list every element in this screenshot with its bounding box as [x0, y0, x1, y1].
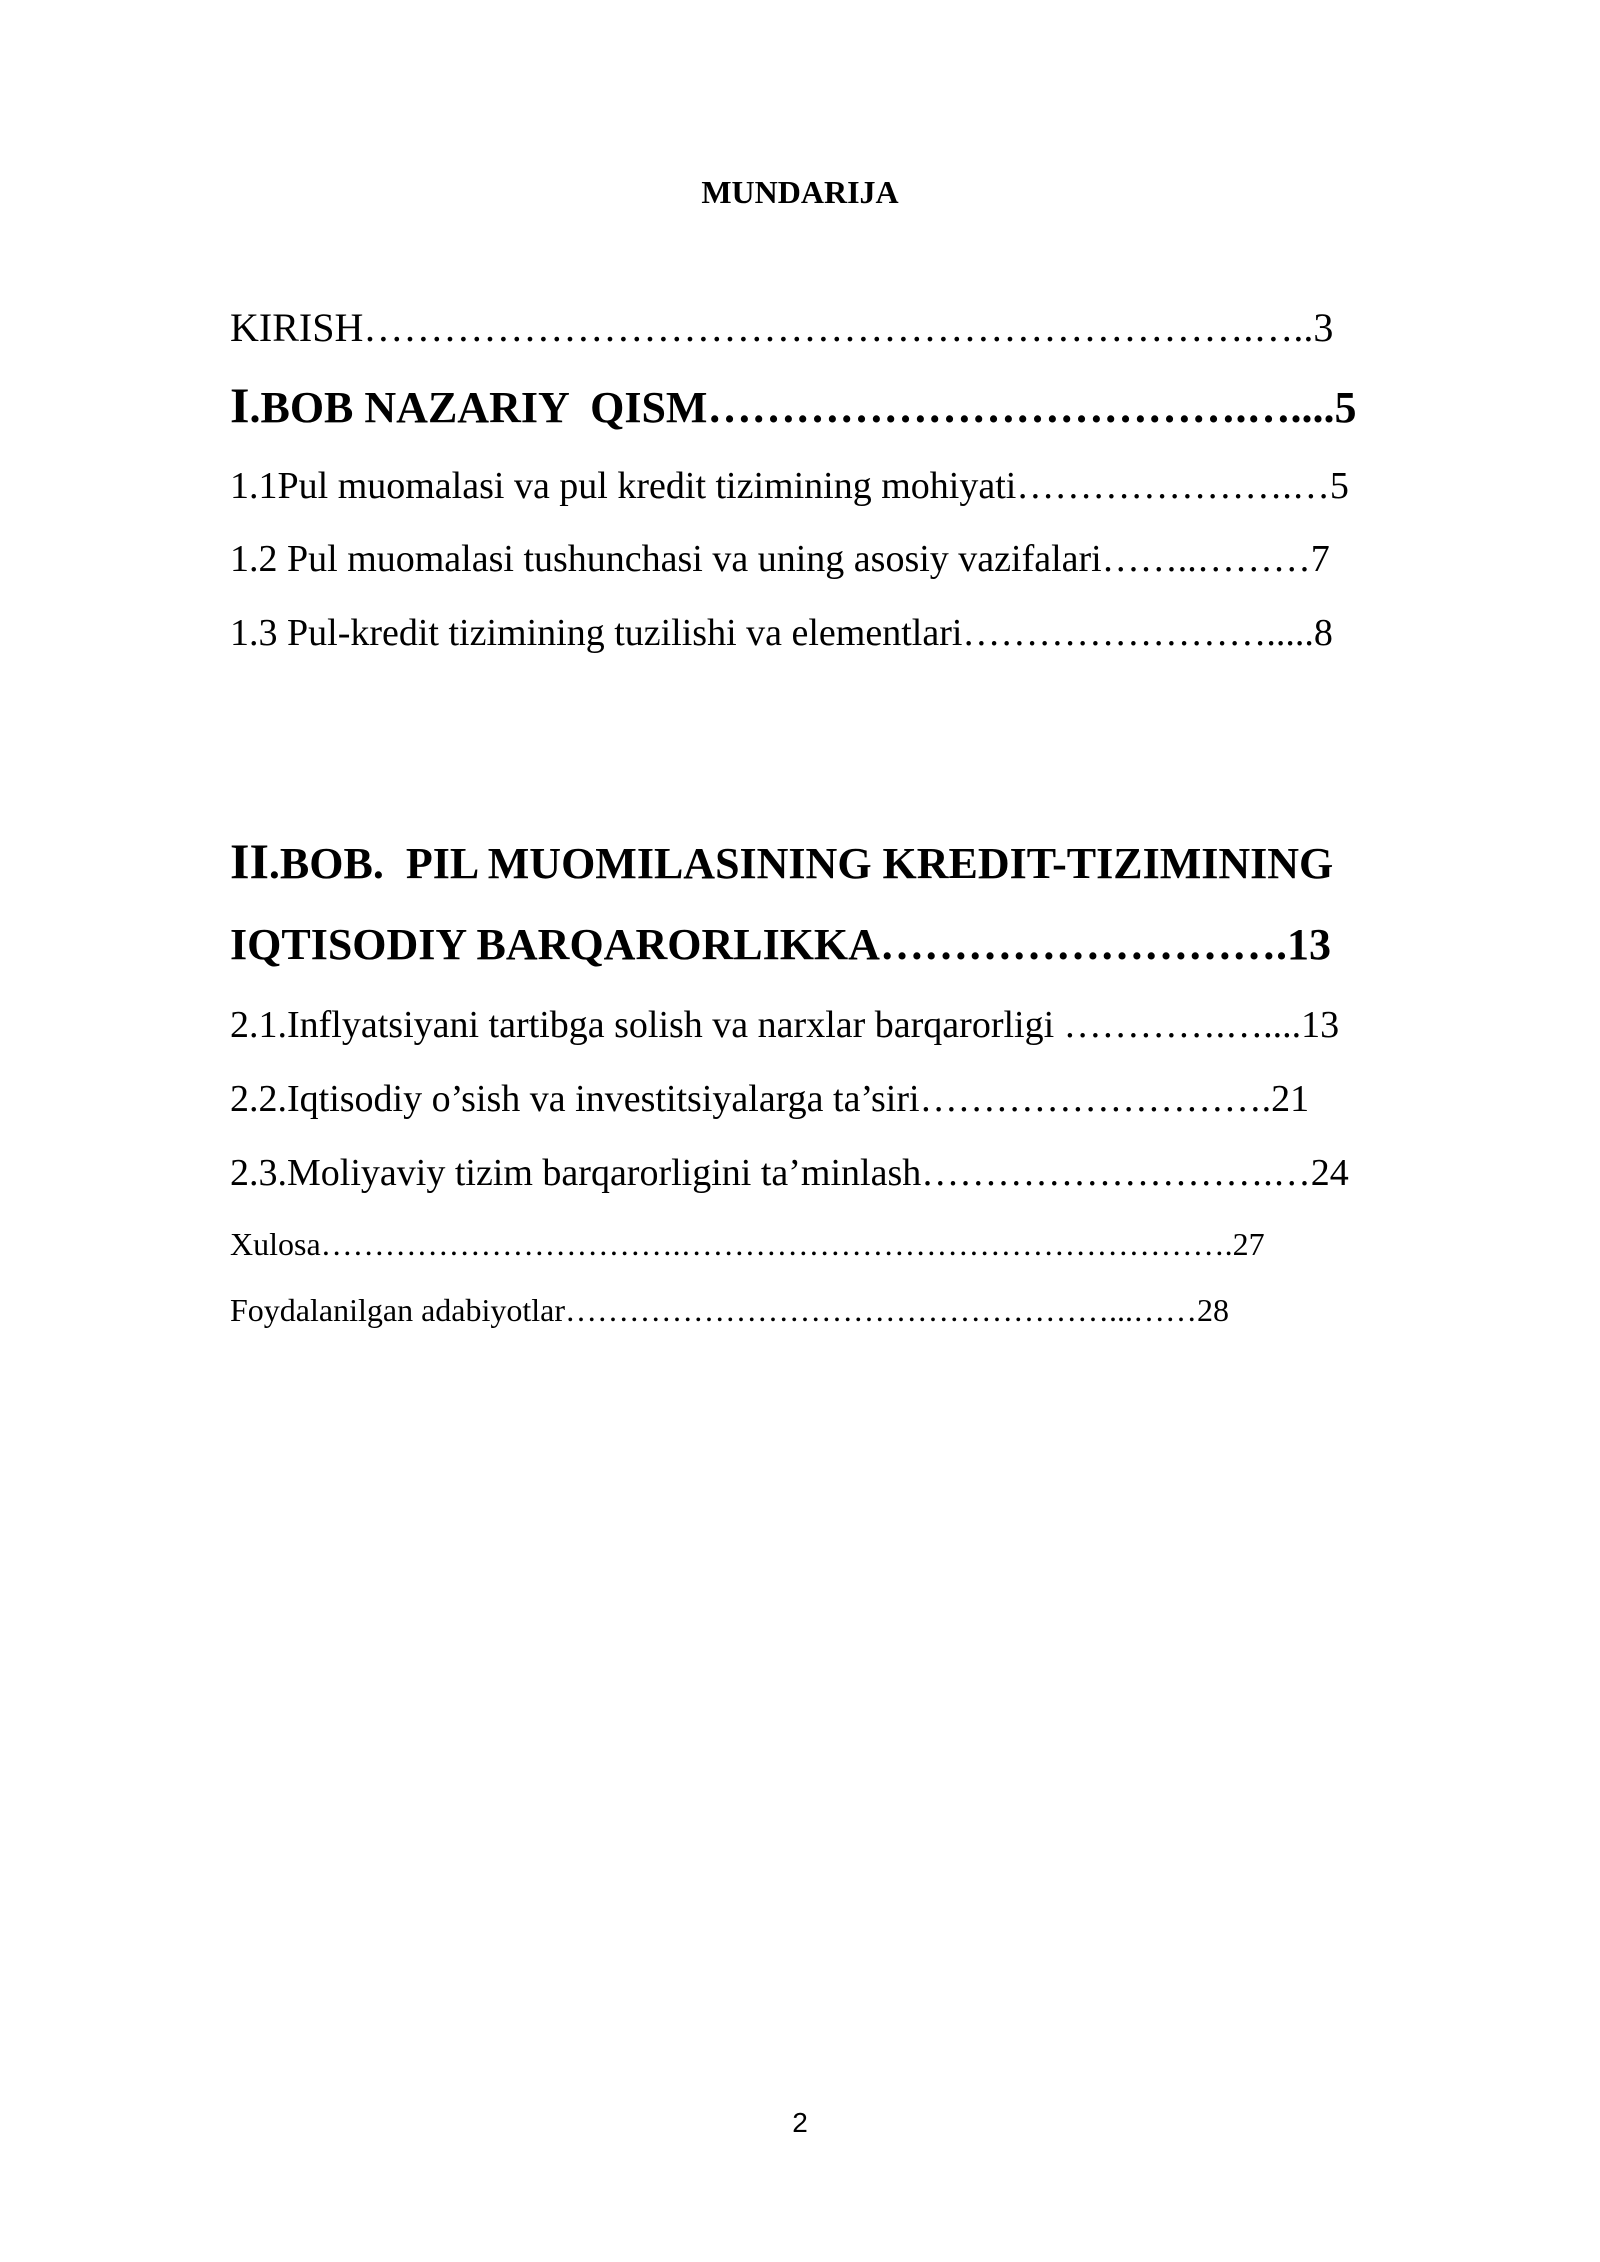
toc-entry-chapter-1[interactable] — [230, 378, 1356, 435]
toc-entry-label: 2.3.Moliyaviy tizim barqarorligini ta’minlash — [230, 1152, 922, 1194]
toc-entry-leader: ……………………….… — [921, 1152, 1311, 1194]
toc-entry-leader: …………………………….……………………………………………. — [320, 1226, 1233, 1262]
toc-entry-leader: ……………………………………………...…… — [565, 1292, 1198, 1328]
toc-entry-leader: ………….….... — [1063, 1004, 1302, 1046]
toc-entry-section-1-1[interactable] — [230, 463, 1349, 509]
toc-entry-section-1-3[interactable] — [230, 610, 1333, 656]
toc-entry-page: 5 — [1329, 465, 1349, 507]
toc-entry-page: 3 — [1313, 305, 1334, 350]
toc-entry-label: 1.1Pul muomalasi va pul kredit tizimining mohiyati — [230, 465, 1017, 507]
toc-entry-conclusion[interactable] — [230, 1224, 1265, 1264]
toc-entry-leader: ………………………………………………………….….. — [363, 305, 1314, 350]
toc-entry-label: 2.2.Iqtisodiy o’sish va investitsiyalarga ta’siri — [230, 1078, 920, 1120]
toc-entry-chapter-2-line-1[interactable] — [230, 834, 1333, 891]
toc-entry-label: 1.2 Pul muomalasi tushunchasi va uning asosiy vazifalari — [230, 538, 1102, 580]
toc-entry-leader: ……………………..... — [962, 612, 1314, 654]
toc-entry-section-2-2[interactable] — [230, 1076, 1309, 1122]
toc-entry-section-2-3[interactable] — [230, 1150, 1349, 1196]
toc-entry-leader: ………………….… — [1016, 465, 1330, 507]
toc-entry-leader: ……..……… — [1101, 538, 1311, 580]
toc-entry-label: KIRISH — [230, 305, 364, 350]
toc-entry-label: .BOB. PIL MUOMILASINING KREDIT-TIZIMINING — [268, 839, 1334, 888]
toc-entry-label: .BOB NAZARIY QISM — [249, 383, 708, 432]
toc-entry-label: 1.3 Pul-kredit tizimining tuzilishi va elementlari — [230, 612, 963, 654]
page-number: 2 — [792, 2107, 808, 2138]
toc-entry-page: 27 — [1232, 1226, 1265, 1262]
toc-entry-page: 28 — [1197, 1292, 1230, 1328]
toc-entry-page: 13 — [1286, 920, 1331, 969]
toc-entry-leader: ……………………………….….... — [707, 383, 1335, 432]
toc-entry-label: IQTISODIY BARQARORLIKKA — [230, 920, 880, 969]
toc-entry-leader: ………………………. — [879, 920, 1287, 969]
toc-entry-page: 13 — [1301, 1004, 1340, 1046]
toc-entry-page: 24 — [1310, 1152, 1349, 1194]
chapter-roman-numeral: II — [230, 833, 269, 889]
toc-entry-page: 5 — [1334, 383, 1357, 432]
toc-entry-page: 8 — [1313, 612, 1333, 654]
toc-entry-intro[interactable] — [230, 304, 1333, 352]
toc-entry-section-2-1[interactable] — [230, 1002, 1339, 1048]
toc-heading: MUNDARIJA — [701, 174, 899, 210]
toc-entry-leader: ………………………. — [919, 1078, 1272, 1120]
toc-entry-page: 21 — [1271, 1078, 1310, 1120]
chapter-roman-numeral: I — [230, 377, 250, 433]
toc-entry-references[interactable] — [230, 1290, 1229, 1330]
toc-entry-label: 2.1.Inflyatsiyani tartibga solish va narxlar barqarorligi — [230, 1004, 1064, 1046]
toc-entry-label: Xulosa — [230, 1226, 321, 1262]
toc-entry-label: Foydalanilgan adabiyotlar — [230, 1292, 566, 1328]
toc-entry-section-1-2[interactable] — [230, 536, 1330, 582]
toc-entry-chapter-2-line-2[interactable] — [230, 918, 1331, 972]
toc-entry-page: 7 — [1310, 538, 1330, 580]
